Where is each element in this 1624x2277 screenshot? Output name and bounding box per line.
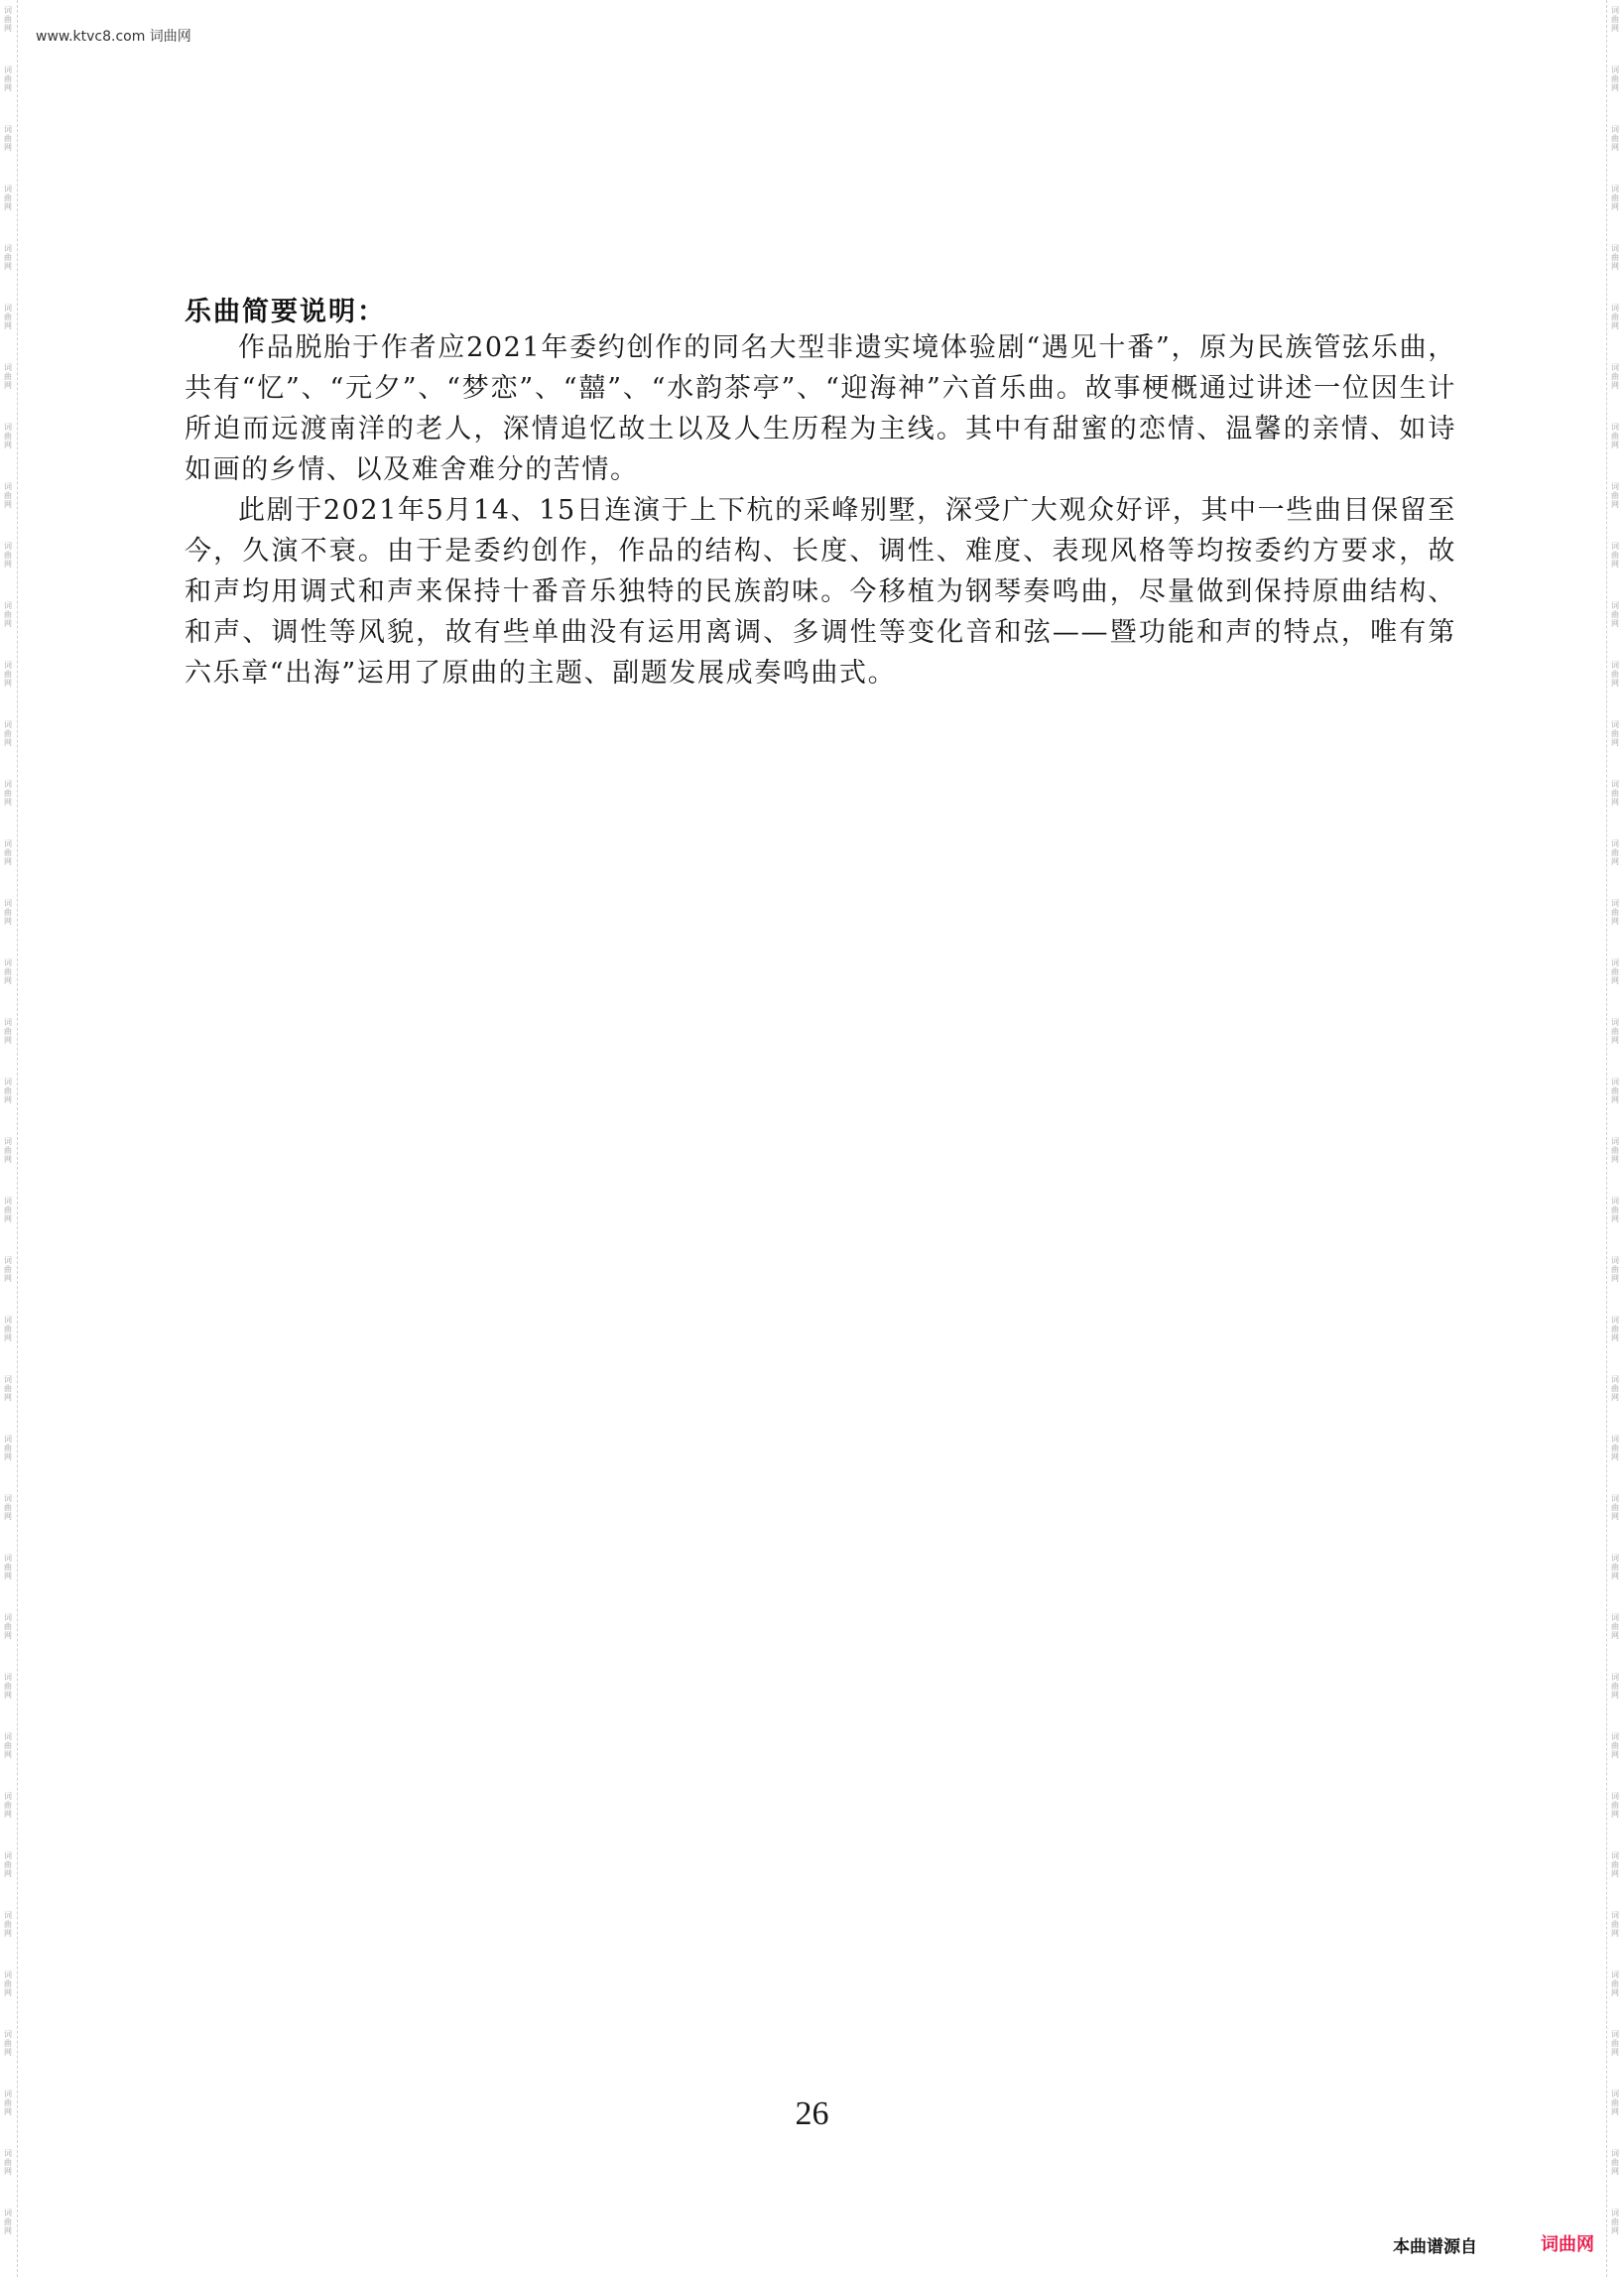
side-watermark-mark: 词曲网 (4, 1673, 12, 1700)
side-watermark-mark: 词曲网 (1611, 780, 1619, 807)
side-watermark-mark: 词曲网 (1611, 2089, 1619, 2116)
side-watermark-mark: 词曲网 (1611, 1732, 1619, 1759)
side-watermark-mark: 词曲网 (1611, 1554, 1619, 1581)
side-watermark-mark: 词曲网 (4, 2030, 12, 2057)
side-watermark-mark: 词曲网 (1611, 423, 1619, 449)
paragraph-1: 作品脱胎于作者应2021年委约创作的同名大型非遗实境体验剧“遇见十番”，原为民族管弦乐曲，共有“忆”、“元夕”、“梦恋”、“囍”、“水韵茶亭”、“迎海神”六首乐曲。故事梗概通过讲述一位因生计所迫而远渡南洋的老人，深情追忆故土以及人生历程为主线。其中有甜蜜的恋情、温馨的亲情、如诗如画的乡情、以及难舍难分的苦情。 (185, 332, 1456, 485)
side-watermark-mark: 词曲网 (1611, 1494, 1619, 1521)
side-watermark-mark: 词曲网 (4, 244, 12, 271)
side-watermark-mark: 词曲网 (1611, 2030, 1619, 2057)
side-watermark-mark: 词曲网 (4, 1256, 12, 1283)
side-watermark-mark: 词曲网 (4, 1197, 12, 1223)
side-watermark-mark: 词曲网 (4, 1435, 12, 1461)
side-watermark-mark: 词曲网 (1611, 1375, 1619, 1402)
side-watermark-mark: 词曲网 (1611, 125, 1619, 152)
side-watermark-mark: 词曲网 (4, 1554, 12, 1581)
side-watermark-mark: 词曲网 (1611, 1316, 1619, 1342)
side-watermark-mark: 词曲网 (4, 1911, 12, 1938)
page-number: 26 (795, 2095, 829, 2132)
side-watermark-mark: 词曲网 (4, 839, 12, 866)
side-watermark-mark: 词曲网 (1611, 1256, 1619, 1283)
side-watermark-mark: 词曲网 (4, 185, 12, 211)
side-watermark-mark: 词曲网 (1611, 1077, 1619, 1104)
side-watermark-mark: 词曲网 (4, 2209, 12, 2235)
side-watermark-mark: 词曲网 (4, 2089, 12, 2116)
side-watermark-mark: 词曲网 (4, 1732, 12, 1759)
side-watermark-mark: 词曲网 (4, 363, 12, 390)
side-watermark-mark: 词曲网 (1611, 958, 1619, 985)
side-watermark-mark: 词曲网 (1611, 661, 1619, 688)
side-watermark-mark: 词曲网 (4, 780, 12, 807)
side-watermark-mark: 词曲网 (4, 601, 12, 628)
side-watermark-mark: 词曲网 (4, 1792, 12, 1819)
side-watermark-mark: 词曲网 (1611, 1911, 1619, 1938)
side-watermark-mark: 词曲网 (4, 6, 12, 33)
side-watermark-mark: 词曲网 (1611, 2149, 1619, 2176)
side-watermark-mark: 词曲网 (4, 125, 12, 152)
side-watermark-mark: 词曲网 (1611, 1197, 1619, 1223)
header-url: www.ktvc8.com 词曲网 (36, 29, 191, 45)
left-side-watermark-strip (0, 0, 18, 2277)
side-watermark-mark: 词曲网 (1611, 601, 1619, 628)
side-watermark-mark: 词曲网 (4, 1613, 12, 1640)
side-watermark-mark: 词曲网 (1611, 839, 1619, 866)
side-watermark-mark: 词曲网 (1611, 1613, 1619, 1640)
footer-logo-text[interactable]: 词曲网 (1541, 2234, 1594, 2255)
side-watermark-mark: 词曲网 (4, 1018, 12, 1045)
side-watermark-mark: 词曲网 (1611, 1792, 1619, 1819)
side-watermark-mark: 词曲网 (1611, 720, 1619, 747)
paragraph-2: 此剧于2021年5月14、15日连演于上下杭的采峰别墅，深受广大观众好评，其中一些曲目保留至今，久演不衰。由于是委约创作，作品的结构、长度、调性、难度、表现风格等均按委约方要求，故和声均用调式和声来保持十番音乐独特的民族韵味。今移植为钢琴奏鸣曲，尽量做到保持原曲结构、和声、调性等风貌，故有些单曲没有运用离调、多调性等变化音和弦——暨功能和声的特点，唯有第六乐章“出海”运用了原曲的主题、副题发展成奏鸣曲式。 (185, 495, 1456, 689)
side-watermark-mark: 词曲网 (4, 1494, 12, 1521)
side-watermark-mark: 词曲网 (1611, 482, 1619, 509)
side-watermark-mark: 词曲网 (1611, 1018, 1619, 1045)
side-watermark-mark: 词曲网 (4, 2149, 12, 2176)
side-watermark-mark: 词曲网 (1611, 1673, 1619, 1700)
side-watermark-mark: 词曲网 (4, 1077, 12, 1104)
side-watermark-mark: 词曲网 (4, 1851, 12, 1878)
side-watermark-mark: 词曲网 (1611, 1137, 1619, 1164)
side-watermark-mark: 词曲网 (4, 1316, 12, 1342)
side-watermark-mark: 词曲网 (1611, 1970, 1619, 1997)
side-watermark-mark: 词曲网 (1611, 244, 1619, 271)
side-watermark-mark: 词曲网 (1611, 2209, 1619, 2235)
side-watermark-mark: 词曲网 (4, 720, 12, 747)
side-watermark-mark: 词曲网 (4, 1375, 12, 1402)
side-watermark-mark: 词曲网 (1611, 1851, 1619, 1878)
footer-source-label: 本曲谱源自 (1393, 2237, 1477, 2257)
side-watermark-mark: 词曲网 (4, 423, 12, 449)
side-watermark-mark: 词曲网 (4, 482, 12, 509)
side-watermark-mark: 词曲网 (4, 1137, 12, 1164)
side-watermark-mark: 词曲网 (4, 542, 12, 569)
description-body (185, 327, 1456, 694)
side-watermark-mark: 词曲网 (4, 899, 12, 926)
side-watermark-mark: 词曲网 (1611, 6, 1619, 33)
side-watermark-mark: 词曲网 (1611, 542, 1619, 569)
side-watermark-mark: 词曲网 (1611, 363, 1619, 390)
side-watermark-mark: 词曲网 (1611, 185, 1619, 211)
side-watermark-mark: 词曲网 (4, 958, 12, 985)
section-heading: 乐曲简要说明： (185, 297, 386, 327)
side-watermark-mark: 词曲网 (1611, 65, 1619, 92)
side-watermark-mark: 词曲网 (4, 304, 12, 330)
side-watermark-mark: 词曲网 (1611, 1435, 1619, 1461)
side-watermark-mark: 词曲网 (4, 1970, 12, 1997)
side-watermark-mark: 词曲网 (1611, 899, 1619, 926)
side-watermark-mark: 词曲网 (4, 661, 12, 688)
right-side-watermark-strip (1606, 0, 1624, 2277)
side-watermark-mark: 词曲网 (4, 65, 12, 92)
side-watermark-mark: 词曲网 (1611, 304, 1619, 330)
